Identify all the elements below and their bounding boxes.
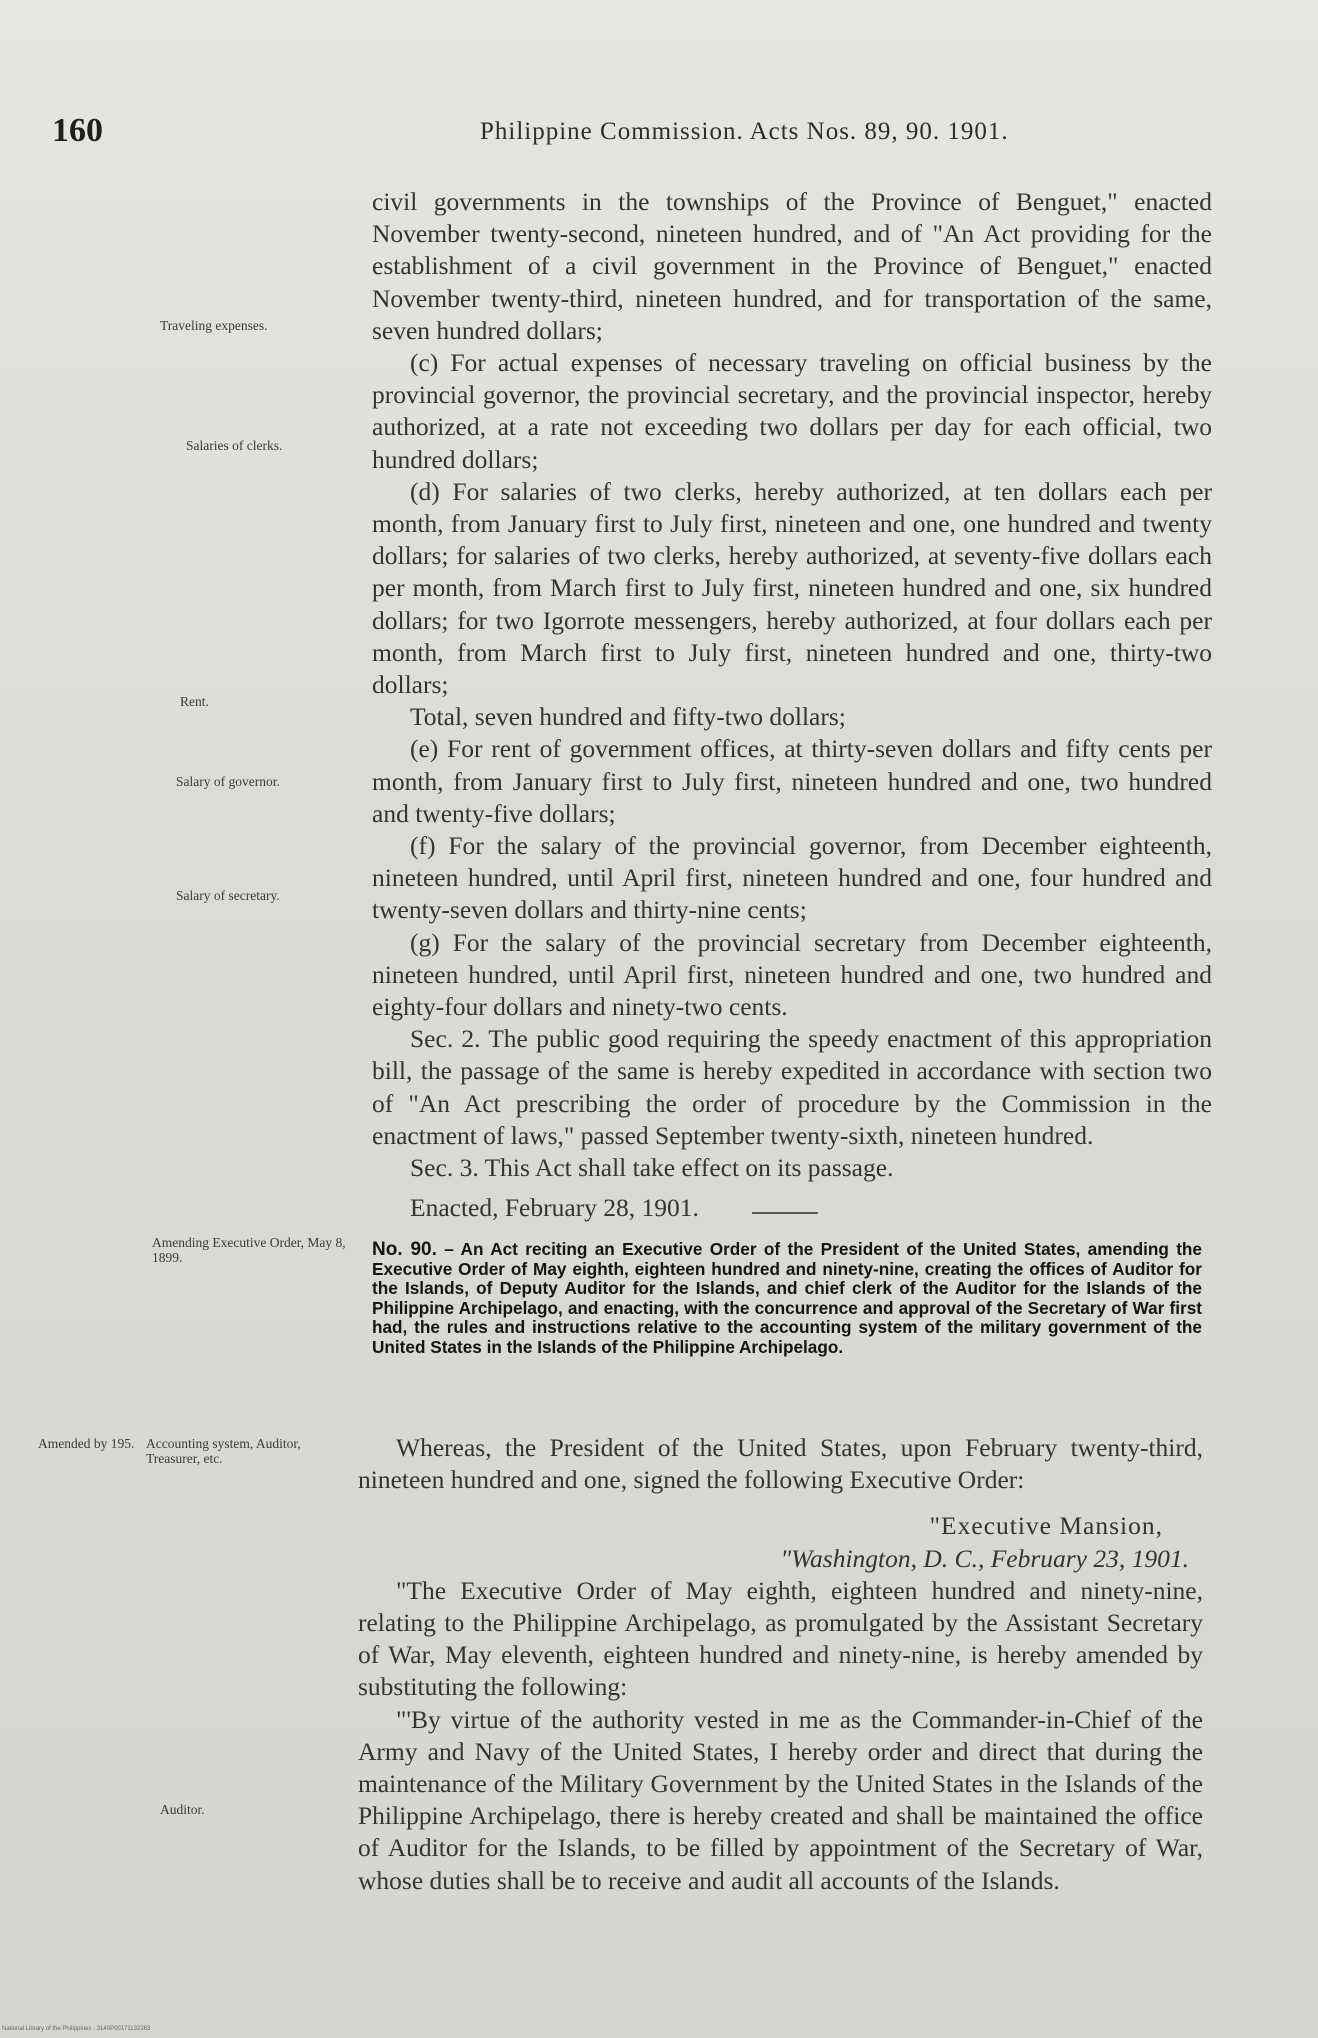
order-paragraph-1: "The Executive Order of May eighth, eighteen hundred and ninety-nine, relating to the Philippine Archipelago, as promulgated by the Assistant Secretary of War, May eleventh, eighteen hundred and ninety-nine, is hereby amended by substituting the following: [358,1575,1203,1702]
margin-note-accounting: Accounting system, Auditor, Treasurer, etc. [146,1436,301,1466]
paragraph-cont: civil governments in the townships of the Province of Benguet," enacted November twenty-second, nineteen hundred, and of "An Act providing for the establishment of a civil government in the Province of Benguet," enacted November twenty-third, nineteen hundred, and for transportation of the same, seven hundred dollars; [372,187,1212,345]
scan-footer: National Library of the Philippines · 3140P00171132263 [2,2026,151,2032]
act-number: No. 90. [372,1239,437,1260]
enacted-date: Enacted, February 28, 1901. [410,1193,699,1223]
section-3: Sec. 3. This Act shall take effect on its passage. [410,1153,894,1183]
section-2: Sec. 2. The public good requiring the speedy enactment of this appropriation bill, the passage of the same is hereby expedited in accordance with section two of "An Act prescribing the order of procedure by the Commission in the enactment of laws," passed September twenty-sixth, nineteen hundred. [372,1024,1212,1150]
paragraph-f: (f) For the salary of the provincial governor, from December eighteenth, nineteen hundred, until April first, nineteen hundred and one, four hundred and twenty-seven dollars and thirty-nine cents; [372,831,1212,925]
whereas-paragraph: Whereas, the President of the United States, upon February twenty-third, nineteen hundred and one, signed the following Executive Order: [358,1433,1203,1495]
paragraph-g: (g) For the salary of the provincial secretary from December eighteenth, nineteen hundred, until April first, nineteen hundred and one, two hundred and eighty-four dollars and ninety-two cents. [372,927,1212,1022]
section-divider [752,1212,818,1214]
act90-body [358,1432,1203,1897]
margin-note-auditor: Auditor. [160,1802,205,1817]
margin-note-amending: Amending Executive Order, May 8, 1899. [152,1235,346,1265]
dateline: "Washington, D. C., February 23, 1901. [780,1543,1189,1573]
act89-continuation [372,186,1212,1225]
margin-note-clerks: Salaries of clerks. [186,438,283,453]
margin-note-amended: Amended by 195. [38,1436,135,1451]
executive-mansion-heading: "Executive Mansion, [929,1511,1163,1541]
margin-note-rent: Rent. [180,694,209,709]
act90-title [372,1240,1202,1358]
paragraph-e: (e) For rent of government offices, at thirty-seven dollars and fifty cents per month, from January first to July first, nineteen hundred and one, two hundred and twenty-five dollars; [372,734,1212,828]
paragraph-c: (c) For actual expenses of necessary traveling on official business by the provincial governor, the provincial secretary, and the provincial inspector, hereby authorized, at a rate not exceeding two dollars per day for each official, two hundred dollars; [372,348,1212,474]
order-paragraph-2: "'By virtue of the authority vested in me as the Commander-in-Chief of the Army and Navy of the United States, I hereby order and direct that during the maintenance of the Military Government by the United States in the Islands of the Philippine Archipelago, there is hereby created and shall be maintained the office of Auditor for the Islands, to be filled by appointment of the Secretary of War, whose duties shall be to receive and audit all accounts of the Islands. [358,1704,1203,1895]
act-title-text: – An Act reciting an Executive Order of the President of the United States, amending the Executive Order of May eighth, eighteen hundred and ninety-nine, creating the offices of Auditor for the Islands, of Deputy Auditor for the Islands, and chief clerk of the Auditor for the Islands of the Philippine Archipelago, and enacting, with the concurrence and approval of the Secretary of War first had, the rules and instructions relative to the accounting system of the military government of the United States in the Islands of the Philippine Archipelago. [372,1239,1202,1357]
margin-note-secretary: Salary of secretary. [176,888,280,903]
margin-note-traveling: Traveling expenses. [160,318,268,333]
paragraph-total: Total, seven hundred and fifty-two dollars; [410,702,846,732]
page-number: 160 [52,112,103,149]
running-head: Philippine Commission. Acts Nos. 89, 90. 1901. [480,118,1009,145]
margin-note-governor: Salary of governor. [176,774,280,789]
paragraph-d: (d) For salaries of two clerks, hereby authorized, at ten dollars each per month, from January first to July first, nineteen and one, one hundred and twenty dollars; for salaries of two clerks, hereby authorized, at seventy-five dollars each per month, from March first to July first, nineteen hundred and one, six hundred dollars; for two Igorrote messengers, hereby authorized, at four dollars each per month, from March first to July first, nineteen hundred and one, thirty-two dollars; [372,476,1212,700]
